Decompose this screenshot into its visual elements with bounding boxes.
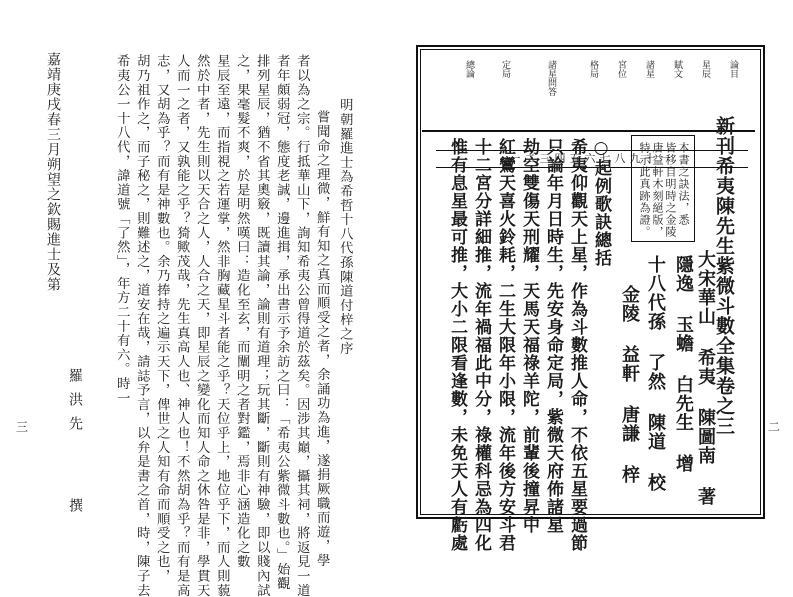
band-label: 星辰 [700, 60, 710, 78]
body-column: 紅鸞天喜火鈴耗，二生大限年小限，流年後方安斗君 [495, 138, 515, 552]
section-heading: ○起例歌訣總括 [591, 138, 611, 267]
band-label: 諸星問答 [546, 60, 556, 96]
body-column: 十二宮分詳細推，流年禍福此中分，祿權科忌為四化 [471, 138, 491, 552]
preface-title: 明朝羅進士為希哲十八代孫陳道付梓之序 [337, 98, 353, 356]
preface-column: 排列星辰，猶不省其奧竅，既讀其論，論則有道理；玩其斷，斷則有神驗，即以賤內試 [254, 54, 270, 597]
main-title: 新刊希夷陳先生紫微斗數全集卷之三 [713, 116, 735, 436]
preface-column: 者以為之宗。行抵華山下，詢知希夷公曾得道於茲矣。因涉其巔，攝其祠，將返見一道 [294, 54, 310, 597]
band-label: 格局 [588, 60, 598, 78]
page-number: 二 [768, 420, 781, 434]
preface-column: 嘗聞命之理微，鮮有知之真而順受之者，余誦功為進，遂捐厥職而遊，學 [314, 110, 330, 568]
credit-column: 金陵 益軒 唐謙 梓 [619, 285, 640, 484]
preface-column: 者年頗弱冠，態度老誠，邊進揖，承出書示予余訪之曰：「希夷公紫微斗數也。」始觀 [274, 54, 290, 591]
band-label: 宮位 [616, 60, 626, 78]
note-box [631, 135, 695, 242]
note-line: 皆移自明時之金陵 [664, 142, 677, 238]
preface-column: 胡乃祖作之，而子秘之，則難述之，道安在哉，請誌予言，以弁是書之首，時，陳子去 [134, 54, 150, 597]
credit-column: 隱逸 玉蟾 白先生 增 [673, 255, 694, 473]
left-page [0, 0, 396, 597]
preface-column: 人而一之者，又孰能之乎？猗歟茂哉，先生真高人也、神人也！不然胡為乎？而有是高 [174, 54, 190, 597]
sequence-row: 一二三四五六七八九十一 [436, 150, 748, 168]
right-page [396, 0, 793, 575]
preface-column: 然於中者，先生則以天合之人，人合之天，即星辰之變化而知人命之休咎是非，學貫天 [194, 54, 210, 597]
author-verb: 撰 [67, 498, 83, 513]
credit-column: 大宋華山 希夷 陳圖南 著 [695, 250, 716, 506]
preface-column: 希夷公一十八代，諱道號「了然」，年方二十有六。時一 [114, 54, 130, 405]
band-label: 論目 [728, 60, 738, 78]
band-label: 定局 [500, 60, 510, 78]
body-column: 惟有息星最可推，大小二限看逢數，未免天人有虧處 [447, 138, 467, 552]
header-band [422, 50, 755, 165]
band-label: 諸星 [644, 60, 654, 78]
author-name: 羅洪先 [67, 368, 83, 440]
body-column: 希夷仰觀天上星，作為斗數推人命，不依五星要過節 [567, 138, 587, 552]
note-line: 特示此真跡為證。 [638, 142, 651, 238]
band-label: 賦文 [672, 60, 682, 78]
body-column: 只論年月日時生，先安身命定局，紫微天府佈諸星 [543, 138, 563, 534]
credit-column: 十八代孫 了然 陳道 校 [645, 255, 666, 492]
preface-column: 之，果毫髮不爽，於是明然嘆曰：造化至玄，而闡明之者對鑑，焉非心涵造化之數 [234, 54, 250, 569]
colophon: 嘉靖庚戌春三月朔望之欽賜進士及第 [45, 52, 61, 292]
preface-column: 志，又胡為乎？而有是神數也。余乃捧持之遍示天下，俾世之人知有命而順受之也， [154, 54, 170, 584]
note-line: 本書之訣法，悉 [677, 142, 690, 226]
band-label: 總論 [464, 60, 474, 78]
note-line: 唐益軒木刻絕版， [651, 142, 664, 238]
page-number: 三 [16, 420, 29, 434]
body-column: 劫空雙傷天刑耀，天馬天福祿羊陀，前輩後撞昇中 [519, 138, 539, 534]
preface-column: 星辰至遠，而指視之若運掌，然非胸藏星斗者能之乎？天位乎上，地位乎下，而人則藐 [214, 54, 230, 597]
